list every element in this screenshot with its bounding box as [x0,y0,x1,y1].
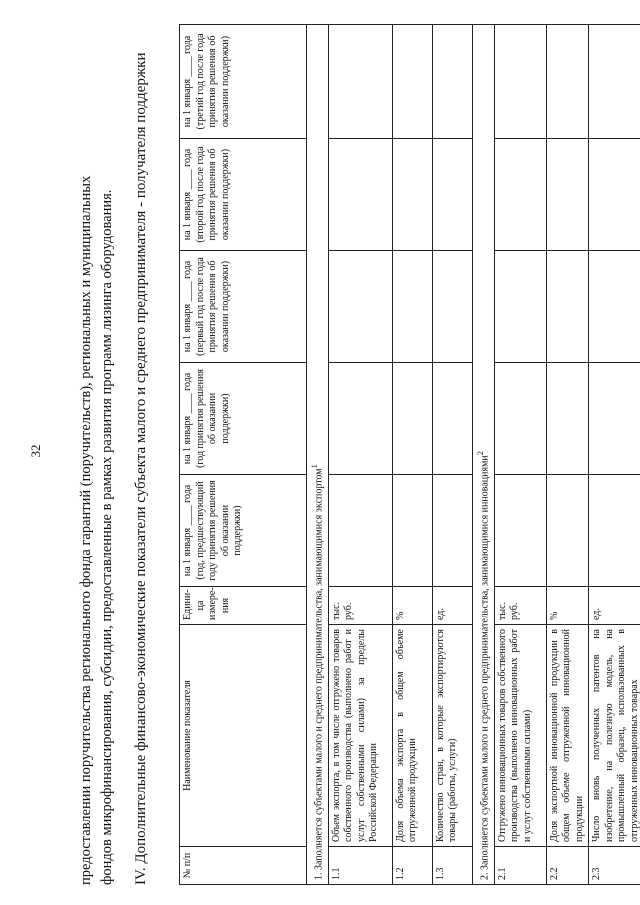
footnote-1-mark: 1 [310,464,319,469]
row-value-cell [392,475,432,587]
header-year-3: на 1 января ____ года (третий год после года принятия решения об оказании поддержки) [180,25,307,139]
row-indicator-name: Отгружено инновационных товаров собственного производства (выполнено инновационных работ и услуг собственными силами) [494,625,546,847]
footnote-2-mark: 2 [475,451,485,456]
row-value-cell [432,139,472,251]
row-value-cell [392,363,432,475]
row-value-cell [589,475,640,587]
row-unit: % [546,587,589,625]
table-row [589,25,640,885]
row-value-cell [328,251,392,363]
row-value-cell [392,25,432,139]
section-innovation-label: 2. Заполняется субъектами малого и среднего предпринимательства, занимающимися инновациями [479,455,491,880]
row-num: 1.1 [328,847,392,885]
row-num: 2.3 [589,847,640,885]
row-num: 2.2 [546,847,589,885]
section-row-export [307,25,329,885]
row-value-cell [392,139,432,251]
header-year-2: на 1 января ____ года (второй год после года принятия решения об оказании поддержки) [180,139,307,251]
row-unit: тыс. руб. [494,587,546,625]
row-value-cell [494,363,546,475]
intro-line-2: фондов микрофинансирования, субсидии, предоставленные в рамках развития программ лизинга оборудования. [99,189,115,885]
table-row [432,25,472,885]
rotated-page-content [76,25,640,885]
table-header-row [180,25,307,885]
row-value-cell [494,251,546,363]
row-num: 1.2 [392,847,432,885]
section-title: IV. Дополнительные финансово-экономические показатели субъекта малого и среднего предпринимателя - получателя поддержки [133,52,149,885]
row-value-cell [589,25,640,139]
row-value-cell [328,139,392,251]
row-value-cell [494,139,546,251]
row-value-cell [589,251,640,363]
row-value-cell [494,475,546,587]
intro-paragraph [76,25,118,885]
table-row [328,25,392,885]
row-indicator-name: Количество стран, в которые экспортируются товары (работы, услуги) [432,625,472,847]
row-value-cell [546,251,589,363]
row-value-cell [328,363,392,475]
row-value-cell [432,363,472,475]
header-year-1: на 1 января ____ года (первый год после года принятия решения об оказании поддержки) [180,251,307,363]
row-unit: тыс. руб. [328,587,392,625]
row-value-cell [546,25,589,139]
row-value-cell [432,251,472,363]
row-num: 2.1 [494,847,546,885]
row-value-cell [546,139,589,251]
row-value-cell [589,363,640,475]
row-indicator-name: Число вновь полученных патентов на изобретение, на полезную модель, на промышленный образец, использованных в отгруженных инновационных товарах [589,625,640,847]
page-number: 32 [28,444,43,458]
intro-line-1: предоставлении поручительства регионального фонда гарантий (поручительств), региональных и муниципальных [78,175,94,885]
header-num: № п/п [180,847,307,885]
header-name: Наименование показателя [180,625,307,847]
section-row-innovation [472,25,494,885]
row-value-cell [328,25,392,139]
row-unit: % [392,587,432,625]
row-value-cell [432,475,472,587]
row-value-cell [432,25,472,139]
row-indicator-name: Объем экспорта, в том числе отгружено товаров собственного производства (выполнено работ и услуг собственными силами) за пределы Российской Федерации [328,625,392,847]
row-num: 1.3 [432,847,472,885]
section-export-label: 1. Заполняется субъектами малого и среднего предпринимательства, занимающимися экспортом [313,468,325,880]
row-indicator-name: Доля объема экспорта в общем объеме отгруженной продукции [392,625,432,847]
indicators-table [179,24,640,885]
row-value-cell [494,25,546,139]
table-row [494,25,546,885]
row-unit: ед. [432,587,472,625]
header-year-prev: на 1 января ____ года (год, предшествующий году принятия решения об оказании поддержки) [180,475,307,587]
row-value-cell [589,139,640,251]
header-unit: Едини-ца измере-ния [180,587,307,625]
row-value-cell [328,475,392,587]
row-value-cell [546,363,589,475]
row-unit: ед. [589,587,640,625]
table-row [392,25,432,885]
header-year-decision: на 1 января ____ года (год принятия решения об оказании поддержки) [180,363,307,475]
table-row [546,25,589,885]
row-value-cell [546,475,589,587]
row-value-cell [392,251,432,363]
row-indicator-name: Доля экспортной инновационной продукции в общем объеме отгруженной инновационной продукции [546,625,589,847]
